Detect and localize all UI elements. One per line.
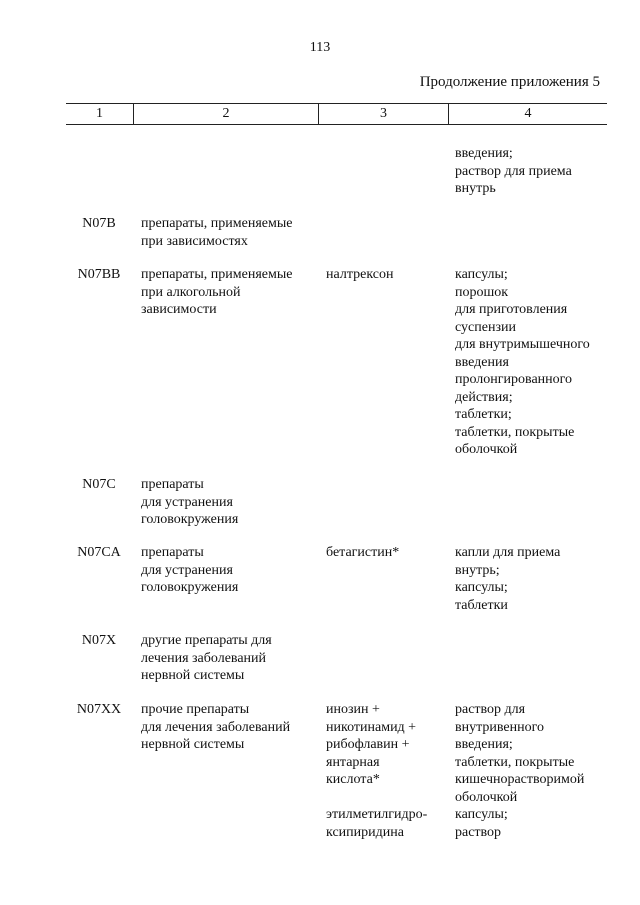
row-atc-code: N07BB	[77, 267, 121, 282]
row-atc-code: N07X	[81, 633, 117, 648]
row-group-name: прочие препараты для лечения заболеваний нервной системы	[141, 702, 291, 752]
row-dosage-form: раствор для внутривенного введения; таблетки, покрытые кишечнорастворимой оболочкой	[455, 702, 585, 805]
row-drug-name: налтрексон	[326, 267, 394, 282]
table-header	[66, 103, 607, 125]
row-group-name: другие препараты для лечения заболеваний нервной системы	[141, 633, 272, 683]
row-group-name: препараты для устранения головокружения	[141, 545, 239, 595]
row-group-name: препараты для устранения головокружения	[141, 477, 239, 527]
row-dosage-form: введения; раствор для приема внутрь	[455, 146, 572, 196]
page-number: 113	[309, 40, 331, 55]
header-col-3: 3	[380, 106, 387, 121]
continuation-title: Продолжение приложения 5	[419, 74, 600, 90]
row-dosage-form: капсулы; раствор	[455, 807, 508, 840]
row-drug-name: бетагистин*	[326, 545, 400, 560]
row-drug-name: этилметилгидро- ксипиридина	[326, 807, 428, 840]
row-atc-code: N07C	[82, 477, 116, 492]
row-group-name: препараты, применяемые при алкогольной зависимости	[141, 267, 293, 317]
row-atc-code: N07B	[82, 216, 116, 231]
header-col-2: 2	[222, 106, 230, 121]
row-drug-name: инозин + никотинамид + рибофлавин + янтарная кислота*	[326, 702, 417, 787]
row-group-name: препараты, применяемые при зависимостях	[141, 216, 293, 249]
header-col-1: 1	[96, 106, 103, 121]
row-atc-code: N07CA	[77, 545, 121, 560]
row-atc-code: N07XX	[76, 702, 122, 717]
header-col-4: 4	[524, 106, 532, 121]
row-dosage-form: капли для приема внутрь; капсулы; таблетки	[455, 545, 561, 613]
row-dosage-form: капсулы; порошок для приготовления суспензии для внутримышечного введения пролонгированного действия; таблетки; таблетки, покрытые оболочкой	[455, 267, 590, 457]
